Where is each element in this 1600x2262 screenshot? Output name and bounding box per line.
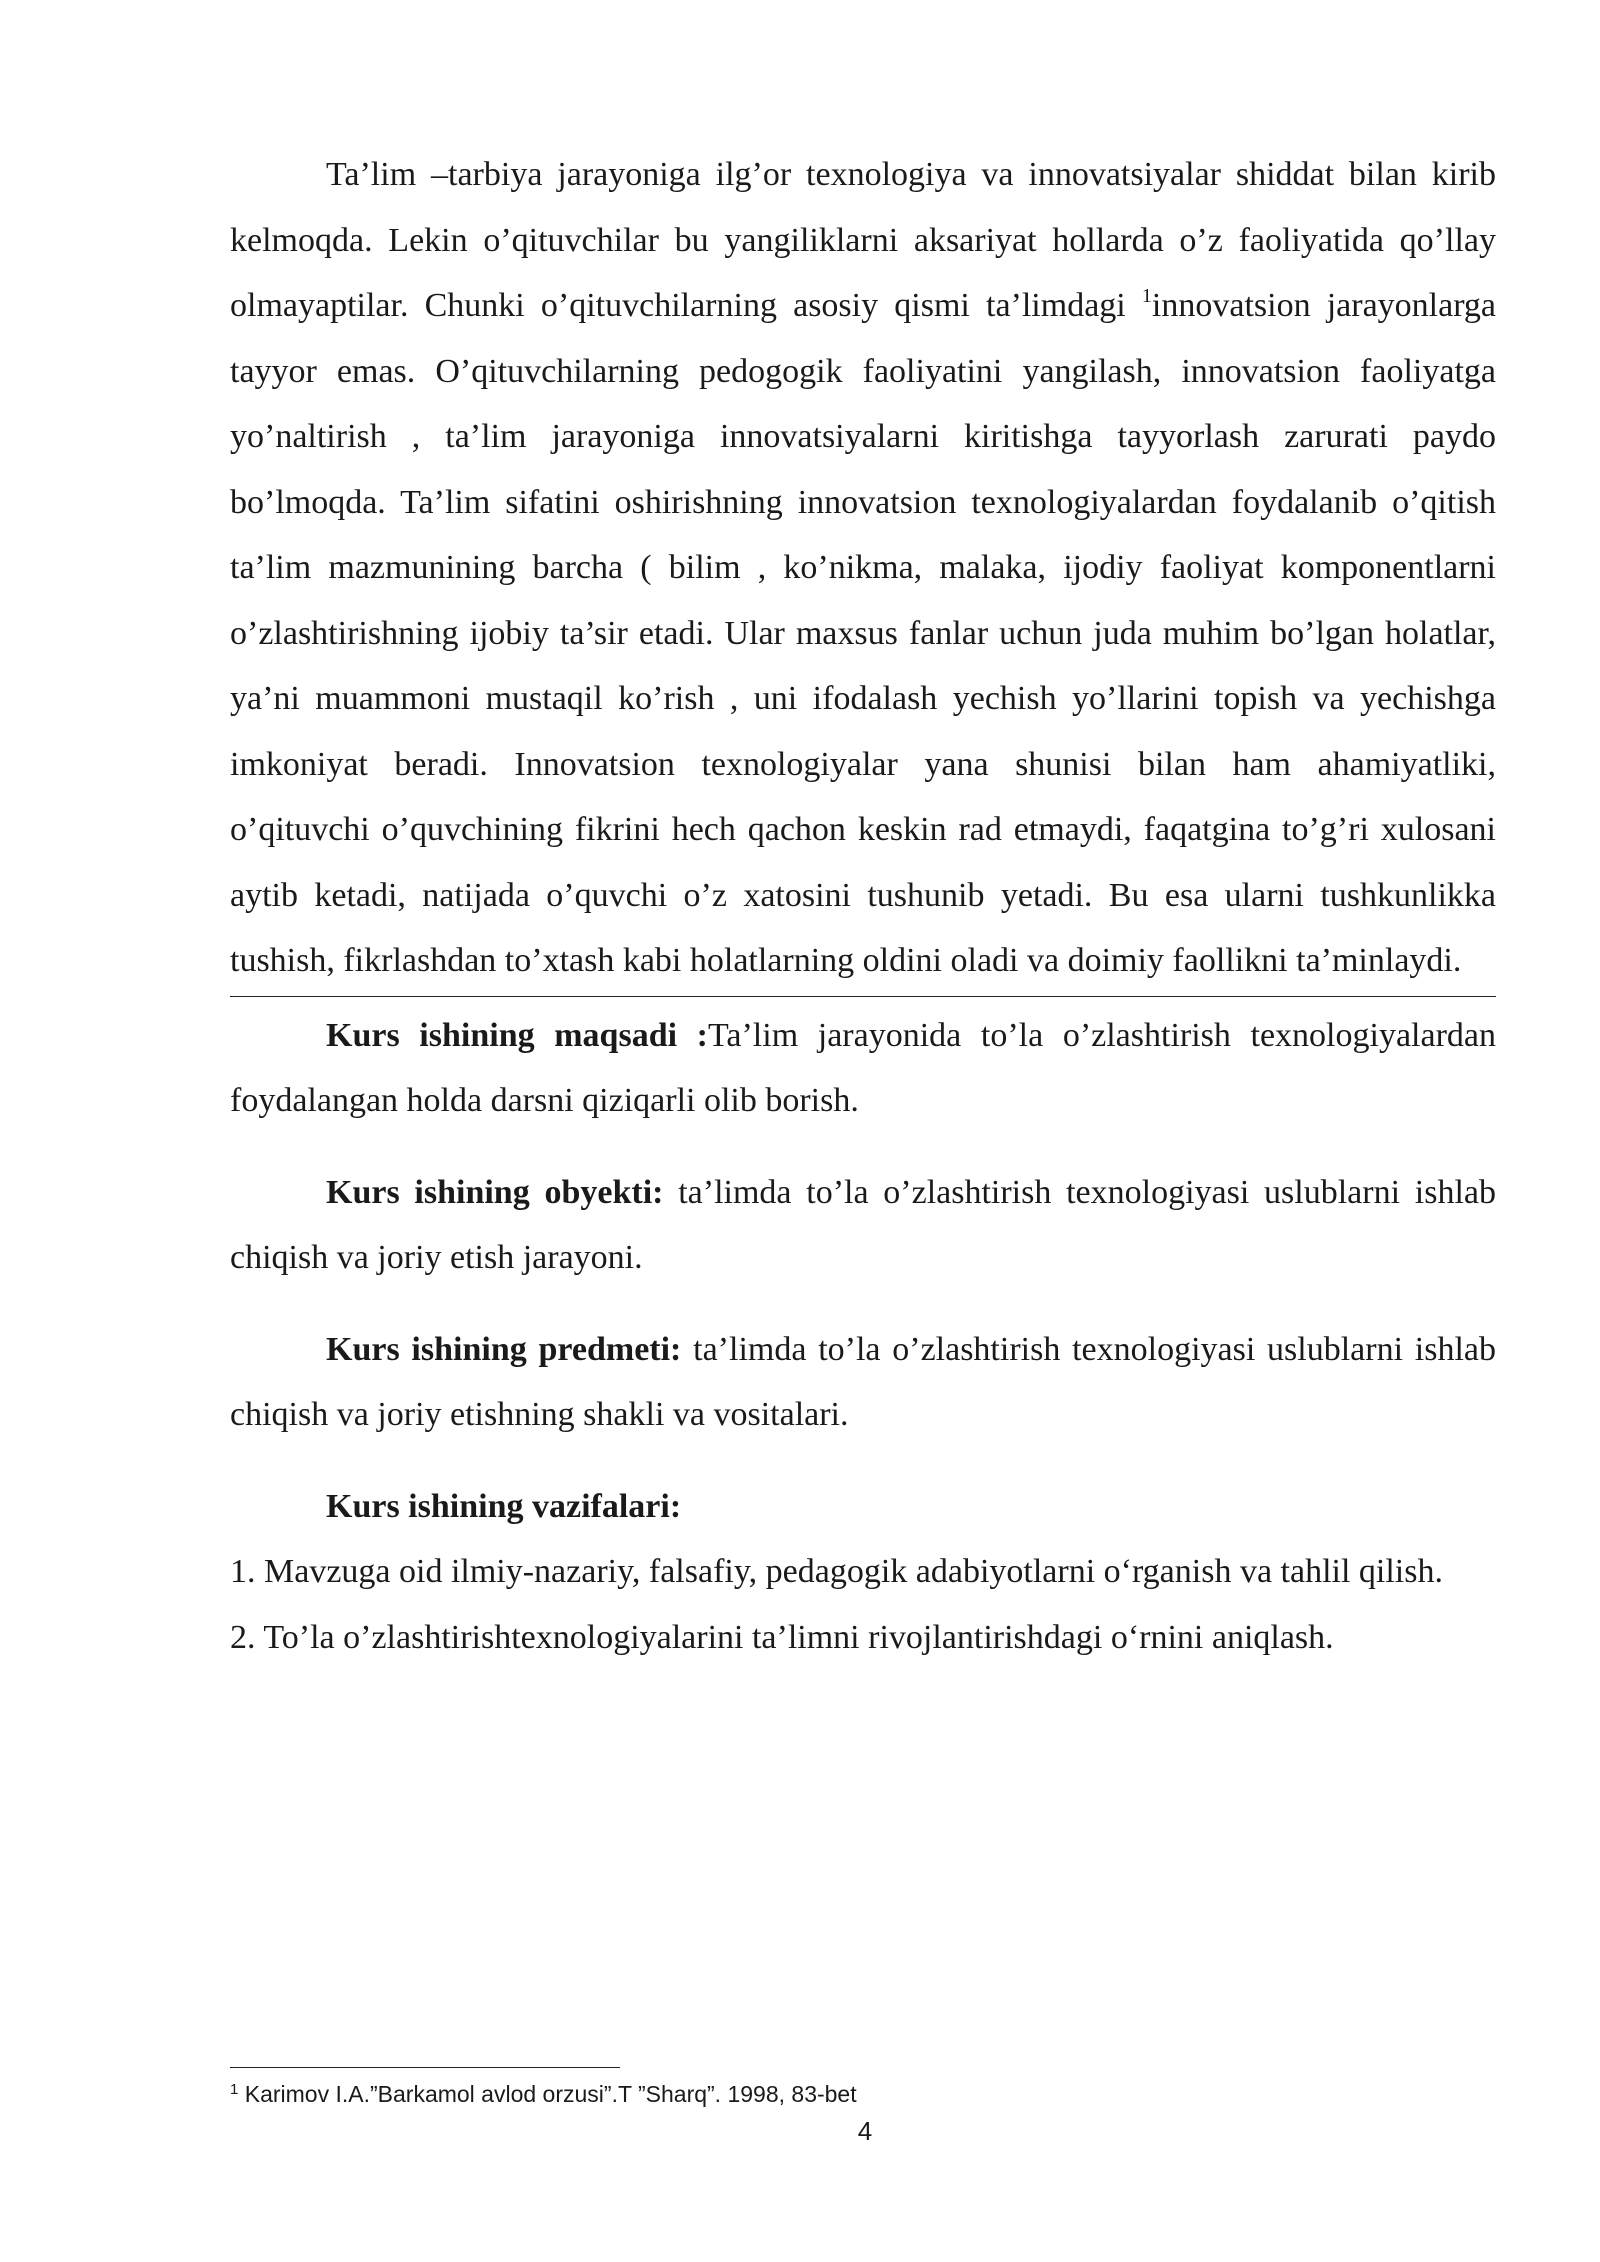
object-paragraph <box>230 1160 1496 1291</box>
footnote-mark: 1 <box>230 2081 239 2098</box>
object-label: Kurs ishining obyekti: <box>326 1173 664 1211</box>
object-text: ta’limda to’la o’zlashtirish texnologiyasi uslublarni ishlab chiqish va joriy etish jarayoni. <box>230 1173 1496 1276</box>
intro-text-part-1: Ta’lim –tarbiya jarayoniga ilg’or texnologiya va innovatsiyalar shiddat bilan kirib kelmoqda. Lekin o’qituvchilar bu yangiliklarni aksariyat hollarda o’z faoliyatida qo’llay olmayaptilar. Chunki o’qituvchilarning asosiy qismi ta’limdagi <box>230 156 1496 324</box>
page-number: 4 <box>857 2116 873 2146</box>
task-item-2: 2. To’la o’zlashtirishtexnologiyalarini ta’limni rivojlantirishdagi o‘rnini aniqlash. <box>230 1618 1334 1656</box>
footnote-reference[interactable]: 1 <box>1141 285 1152 307</box>
subject-paragraph <box>230 1317 1496 1448</box>
tasks-heading: Kurs ishining vazifalari: <box>326 1487 682 1525</box>
subject-text: ta’limda to’la o’zlashtirish texnologiyasi uslublarni ishlab chiqish va joriy etishning shakli va vositalari. <box>230 1330 1496 1433</box>
intro-text-part-2: innovatsion jarayonlarga tayyor emas. O’qituvchilarning pedogogik faoliyatini yangilash, innovatsion faoliyatga yo’naltirish , ta’lim jarayoniga innovatsiyalarni kiritishga tayyorlash zarurati paydo bo’lmoqda. Ta’lim sifatini oshirishning innovatsion texnologiyalardan foydalanib o’qitish ta’lim mazmunining barcha ( bilim , ko’nikma, malaka, ijodiy faoliyat komponentlarni o’zlashtirishning ijobiy ta’sir etadi. Ular maxsus fanlar uchun juda muhim bo’lgan holatlar, ya’ni muammoni mustaqil ko’rish , uni ifodalash yechish yo’llarini topish va yechishga imkoniyat beradi. Innovatsion texnologiyalar yana shunisi bilan ham ahamiyatliki, o’qituvchi o’quvchining fikrini hech qachon keskin rad etmaydi, faqatgina to’g’ri xulosani aytib ketadi, natijada o’quvchi o’z xatosini tushunib yetadi. Bu esa ularni tushkunlikka tushish, fikrlashdan to’xtash kabi holatlarning oldini oladi va doimiy faollikni ta’minlaydi. <box>230 287 1497 979</box>
body-text <box>230 142 1496 1670</box>
subject-label: Kurs ishining predmeti: <box>326 1330 682 1368</box>
goal-paragraph <box>230 1003 1496 1134</box>
task-item-1: 1. Mavzuga oid ilmiy-nazariy, falsafiy, pedagogik adabiyotlarni o‘rganish va tahlil qilish. <box>230 1553 1443 1590</box>
footnote-separator <box>230 2067 620 2068</box>
goal-label: Kurs ishining maqsadi : <box>326 1016 708 1054</box>
footnote <box>230 2080 857 2108</box>
intro-paragraph <box>230 142 1496 997</box>
footnote-text: Karimov I.A.”Barkamol avlod orzusi”.T ”Sharq”. 1998, 83-bet <box>238 2081 857 2107</box>
goal-text: Ta’lim jarayonida to’la o’zlashtirish texnologiyalardan foydalangan holda darsni qiziqarli olib borish. <box>230 1016 1496 1119</box>
